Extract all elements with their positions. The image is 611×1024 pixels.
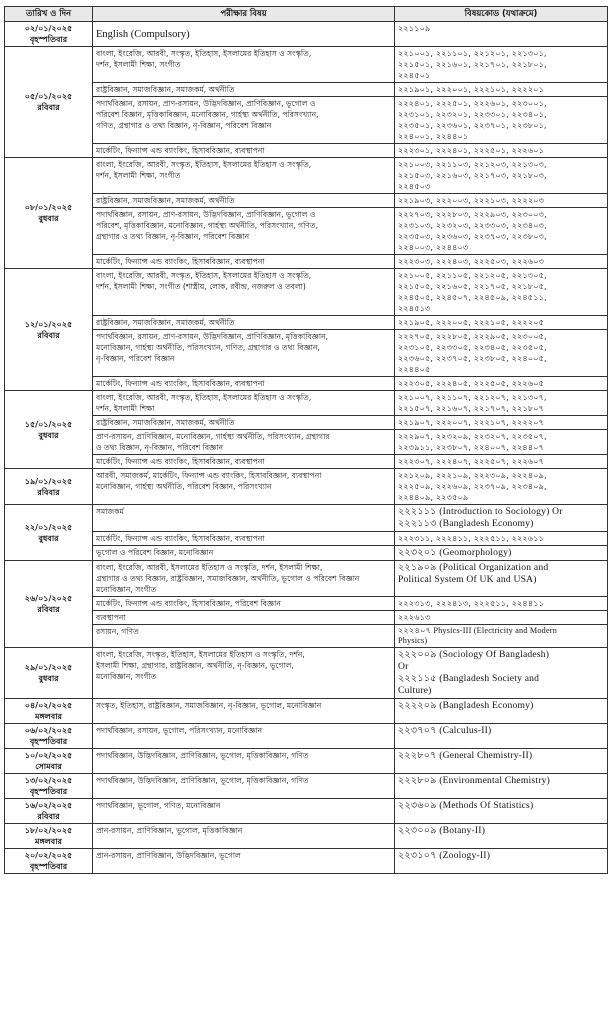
exam-date: ২৯/০১/২০২৫	[24, 663, 73, 672]
exam-date: ০৮/০১/২০২৫	[24, 203, 73, 212]
subject-code-line: ২২১৫০১, ২২১৬০১, ২২১৭০১, ২২১৮০১,	[398, 60, 547, 69]
exam-weekday: বুধবার	[38, 533, 59, 543]
subject-code-line: ২২২৩১৩, ২২২৪১৩, ২২২৫১১, ২২৪৪১১	[398, 599, 544, 608]
exam-date: ১০/০২/২০২৫	[24, 751, 73, 760]
exam-subjects-cell	[93, 255, 395, 269]
subject-line: রাষ্ট্রবিজ্ঞান, সমাজবিজ্ঞান, সমাজকর্ম, অর্থনীতি	[96, 85, 235, 94]
table-row	[5, 22, 608, 47]
subject-line: পদার্থবিজ্ঞান, রসায়ন, প্রাণ-রসায়ন, উদ্ভিদবিজ্ঞান, প্রাণিবিজ্ঞান, ভূগোল ও	[96, 99, 316, 108]
subject-line: গ্রন্থাগার ও তথ্য বিজ্ঞান, রাষ্ট্রবিজ্ঞান, সমাজবিজ্ঞান, অর্থনীতি, ভূগোল ও পরিবেশ বিজ্ঞান	[96, 574, 360, 583]
exam-subjects-cell	[93, 208, 395, 255]
subject-line: রাষ্ট্রবিজ্ঞান, সমাজবিজ্ঞান, সমাজকর্ম, অর্থনীতি	[96, 196, 235, 205]
subject-code-line: ২২২১১১ (Introduction to Sociology) Or	[398, 506, 563, 517]
subject-codes-cell	[395, 597, 608, 611]
subject-code-line: ২২২৮০৯ (Environmental Chemistry)	[398, 775, 550, 786]
table-row	[5, 455, 608, 469]
subject-codes-cell	[395, 648, 608, 699]
exam-date: ১৬/০২/২০২৫	[24, 801, 73, 810]
subject-line: পদার্থবিজ্ঞান, রসায়ন, প্রাণ-রসায়ন, উদ্ভিদবিজ্ঞান, প্রাণিবিজ্ঞান, ভূগোল ও	[96, 210, 316, 219]
subject-code-line: Physics)	[398, 636, 428, 645]
exam-weekday: সোমবার	[35, 762, 62, 771]
subject-codes-cell	[395, 83, 608, 97]
subject-line: ব্যবস্থাপনা	[96, 613, 126, 622]
subject-codes-cell	[395, 625, 608, 648]
subject-line: সংস্কৃত, ইতিহাস, রাষ্ট্রবিজ্ঞান, সমাজবিজ্ঞান, নৃ-বিজ্ঞান, ভূগোল, মনোবিজ্ঞান	[96, 701, 322, 710]
subject-code-line: ২২৪০০৩, ২২৪৪০৩	[398, 243, 469, 252]
exam-subjects-cell	[93, 97, 395, 144]
subject-code-line: ২২১১০৯	[398, 24, 431, 33]
table-header-row	[5, 7, 608, 22]
table-row	[5, 611, 608, 625]
table-row	[5, 47, 608, 83]
subject-code-line: ২২১৯০৯ (Political Organization and	[398, 562, 549, 573]
exam-subjects-cell	[93, 269, 395, 316]
subject-code-line: ২২১০০১, ২২১১০১, ২২১২০১, ২২১৩০১,	[398, 49, 547, 58]
subject-code-line: ২২৩১০৫, ২২৩৩০৫, ২২৩৪০৫, ২২৩৫০৫,	[398, 343, 547, 352]
exam-date-cell	[5, 724, 93, 749]
exam-date-cell	[5, 648, 93, 699]
table-row	[5, 194, 608, 208]
subject-codes-cell	[395, 505, 608, 532]
subject-codes-cell	[395, 269, 608, 316]
exam-date: ০৪/০২/২০২৫	[24, 701, 73, 710]
exam-subjects-cell	[93, 611, 395, 625]
exam-date-cell	[5, 849, 93, 874]
exam-subjects-cell	[93, 455, 395, 469]
subject-line: ভূগোল ও পরিবেশ বিজ্ঞান, মনোবিজ্ঞান	[96, 548, 214, 557]
subject-code-line: ২২৪০০১, ২২৪৪০১	[398, 132, 469, 141]
subject-line: প্রান-রসায়ন, প্রাণিবিজ্ঞান, উদ্ভিদবিজ্ঞান, ভূগোল	[96, 851, 241, 860]
subject-codes-cell	[395, 22, 608, 47]
subject-codes-cell	[395, 208, 608, 255]
exam-weekday: বুধবার	[38, 214, 59, 223]
subject-codes-cell	[395, 824, 608, 849]
exam-subjects-cell	[93, 316, 395, 330]
exam-weekday: মঙ্গলবার	[35, 837, 62, 846]
table-row	[5, 849, 608, 874]
exam-subjects-cell	[93, 469, 395, 505]
subject-code-line: ২২১০০৫, ২২১১০৫, ২২১২০৫, ২২১৩০৫,	[398, 271, 547, 280]
subject-code-line: ২২১০০৩, ২২১১০৩, ২২১২০৩, ২২১৩০৩,	[398, 160, 547, 169]
subject-codes-cell	[395, 546, 608, 561]
exam-subjects-cell	[93, 724, 395, 749]
exam-weekday: বৃহস্পতিবার	[29, 737, 68, 746]
subject-line: দর্শন, ইসলামী শিক্ষা	[96, 404, 155, 413]
subject-line: মার্কেটিং, ফিন্যান্স এন্ড ব্যাংকিং, হিসাববিজ্ঞান, ব্যবস্থাপনা	[96, 146, 265, 155]
subject-code-line: ২২২৩০৭, ২২২৪০৭, ২২২৫০৭, ২২২৬০৭	[398, 457, 545, 466]
subject-codes-cell	[395, 749, 608, 774]
exam-date-cell	[5, 505, 93, 561]
subject-code-line: ২২৩৭০৭ (Calculus-II)	[398, 725, 492, 736]
subject-line: মার্কেটিং, ফিন্যান্স এন্ড ব্যাংকিং, হিসাববিজ্ঞান, ব্যবস্থাপনা	[96, 257, 265, 266]
subject-code-line: ২২৩৬০৫, ২২৩৭০৫, ২২৩৮০৫, ২২৪০০৫,	[398, 354, 547, 363]
subject-line: মনোবিজ্ঞান, সংগীত	[96, 672, 157, 681]
subject-code-line: ২২৪৫০৫, ২২৪৫০৭, ২২৪৫০৯, ২২৪৫১১,	[398, 293, 547, 302]
subject-code-line: ২২২৩১১, ২২২৪১১, ২২২৫১১, ২২২৬১১	[398, 534, 544, 543]
subject-codes-cell	[395, 611, 608, 625]
table-row	[5, 330, 608, 377]
subject-code-line: ২২২৩০৫, ২২২৪০৫, ২২২৫০৫, ২২২৬০৫	[398, 379, 545, 388]
table-row	[5, 774, 608, 799]
subject-code-line: ২২২৯০৭, ২২৩২০৯, ২২৩২০৭, ২২৩৫০৭,	[398, 432, 547, 441]
exam-subjects-cell	[93, 532, 395, 546]
subject-line: পদার্থবিজ্ঞান, রসায়ন, ভূগোল, পরিসংখ্যান, মনোবিজ্ঞান	[96, 726, 263, 735]
table-row	[5, 799, 608, 824]
subject-code-line: Political System Of UK and USA)	[398, 574, 537, 585]
subject-code-line: ২২৩০০৯ (Botany-II)	[398, 825, 486, 836]
exam-weekday: রবিবার	[37, 103, 60, 112]
exam-date: ১৫/০১/২০২৫	[24, 419, 73, 429]
subject-code-line: Culture)	[398, 685, 432, 696]
exam-subjects-cell	[93, 47, 395, 83]
subject-codes-cell	[395, 194, 608, 208]
table-row	[5, 699, 608, 724]
subject-codes-cell	[395, 469, 608, 505]
table-row	[5, 391, 608, 416]
subject-line: মার্কেটিং, ফিন্যান্স এন্ড ব্যাংকিং, হিসাববিজ্ঞান, ব্যবস্থাপনা	[96, 379, 265, 388]
subject-line: মনোবিজ্ঞান, গার্হস্থ্য অর্থনীতি, পরিবেশ বিজ্ঞান, পরিসংখ্যান	[96, 482, 272, 491]
subject-codes-cell	[395, 316, 608, 330]
subject-line: বাংলা, ইংরেজি, আরবী, সংস্কৃত, ইতিহাস, ইসলামের ইতিহাস ও সংস্কৃতি,	[96, 393, 312, 402]
table-row	[5, 83, 608, 97]
exam-weekday: বুধবার	[38, 430, 59, 440]
exam-weekday: বৃহস্পতিবার	[29, 787, 68, 796]
subject-code-line: ২২১২০৯, ২২২১০৯, ২২২৩০৯, ২২২৪০৯,	[398, 471, 547, 480]
subject-codes-cell	[395, 699, 608, 724]
exam-date-cell	[5, 22, 93, 47]
exam-weekday: রবিবার	[37, 487, 60, 497]
exam-subjects-cell	[93, 699, 395, 724]
table-row	[5, 416, 608, 430]
exam-date-cell	[5, 47, 93, 158]
subject-codes-cell	[395, 97, 608, 144]
subject-line: বাংলা, ইংরেজি, আরবী, সংস্কৃত, ইতিহাস, ইসলামের ইতিহাস ও সংস্কৃতি,	[96, 49, 312, 58]
subject-code-line: ২২২৩০১, ২২২৪০১, ২২২৫০১, ২২২৬০১	[398, 146, 545, 155]
subject-code-line: ২২২৬১৩	[398, 613, 431, 622]
exam-date: ১৮/০২/২০২৫	[24, 826, 73, 835]
subject-code-line: ২২২১১৫ (Bangladesh Society and	[398, 673, 540, 684]
subject-codes-cell	[395, 158, 608, 194]
exam-date-cell	[5, 799, 93, 824]
exam-date-cell	[5, 158, 93, 269]
subject-code-line: ২২২৪০৭ Physics-III (Electricity and Modern	[398, 626, 558, 635]
table-row	[5, 144, 608, 158]
exam-date: ২৬/০১/২০২৫	[24, 594, 73, 603]
subject-code-line: ২২২৭০৩, ২২২৮০৩, ২২২৯০৩, ২২৩০০৩,	[398, 210, 547, 219]
subject-line: নৃ-বিজ্ঞান, পরিবেশ বিজ্ঞান	[96, 354, 175, 363]
subject-line: বাংলা, ইংরেজি, সংস্কৃত, ইতিহাস, ইসলামের ইতিহাস ও সংস্কৃতি, দর্শন,	[96, 650, 305, 659]
subject-code-line: ২২২৩০৩, ২২২৪০৩, ২২২৫০৩, ২২২৬০৩	[398, 257, 545, 266]
table-row	[5, 724, 608, 749]
subject-code-line: ২২২২০৯ (Bangladesh Economy)	[398, 700, 534, 711]
subject-line: মার্কেটিং, ফিন্যান্স এন্ড ব্যাংকিং, হিসাববিজ্ঞান, ব্যবস্থাপনা	[96, 457, 265, 466]
table-row	[5, 255, 608, 269]
code-column-header: বিষয়কোড (যথাক্রমে)	[395, 7, 608, 22]
exam-date-cell	[5, 269, 93, 391]
exam-routine-body	[5, 22, 608, 874]
table-row	[5, 561, 608, 597]
exam-weekday: বৃহস্পতিবার	[29, 862, 68, 871]
exam-date-cell	[5, 774, 93, 799]
exam-subjects-cell	[93, 625, 395, 648]
exam-date: ০৫/০১/২০২৫	[24, 92, 73, 101]
subject-line: দর্শন, ইসলামী শিক্ষা, সংগীত (শাস্ত্রীয়, লোক, রবীন্দ্র, নজরুল ও তবলা)	[96, 282, 306, 291]
exam-weekday: বৃহস্পতিবার	[29, 35, 68, 44]
table-row	[5, 430, 608, 455]
subject-code-line: ২২২৮০৭ (General Chemistry-II)	[398, 750, 533, 761]
exam-subjects-cell	[93, 824, 395, 849]
subject-line: মনোবিজ্ঞান, সংগীত	[96, 585, 157, 594]
subject-line: ও তথ্য বিজ্ঞান, নৃ-বিজ্ঞান, পরিবেশ বিজ্ঞান	[96, 443, 224, 452]
exam-routine-table	[4, 6, 608, 874]
subject-code-line: ২২৩১০৭ (Zoology-II)	[398, 850, 491, 861]
subject-code-line: ২২১৯০১, ২২২০০১, ২২২১০১, ২২২২০১	[398, 85, 545, 94]
date-column-header: তারিখ ও দিন	[5, 7, 93, 22]
subject-line: প্রাণ-রসায়ন, প্রাণিবিজ্ঞান, মনোবিজ্ঞান, গার্হস্থ্য অর্থনীতি, পরিসংখ্যান, গ্রন্থাগার	[96, 432, 330, 441]
table-row	[5, 546, 608, 561]
table-row	[5, 469, 608, 505]
subject-line: দর্শন, ইসলামী শিক্ষা, সংগীত	[96, 171, 181, 180]
subject-line: পরিবেশ বিজ্ঞান, মৃত্তিকাবিজ্ঞান, মনোবিজ্ঞান, গার্হস্থ্য অর্থনীতি, পরিসংখ্যান,	[96, 110, 319, 119]
subject-code-line: ২২৪৫১৩	[398, 304, 431, 313]
subject-codes-cell	[395, 774, 608, 799]
subject-line: মার্কেটিং, ফিন্যান্স এন্ড ব্যাংকিং, হিসাববিজ্ঞান, ব্যবস্থাপনা	[96, 534, 265, 543]
subject-code-line: ২২২০০৯ (Sociology Of Bangladesh)	[398, 649, 550, 660]
table-row	[5, 158, 608, 194]
table-row	[5, 625, 608, 648]
table-row	[5, 505, 608, 532]
subject-code-line: ২২১০০৭, ২২১১০৭, ২২১২০৭, ২২১৩০৭,	[398, 393, 547, 402]
exam-weekday: রবিবার	[37, 812, 60, 821]
subject-line: গ্রন্থাগার ও তথ্য বিজ্ঞান, নৃ-বিজ্ঞান, পরিবেশ বিজ্ঞান	[96, 232, 250, 241]
exam-date-cell	[5, 824, 93, 849]
table-row	[5, 648, 608, 699]
exam-subjects-cell	[93, 377, 395, 391]
subject-column-header: পরীক্ষার বিষয়	[93, 7, 395, 22]
exam-subjects-cell	[93, 505, 395, 532]
exam-date: ১২/০১/২০২৫	[24, 319, 73, 329]
subject-code-line: ২২৩৬০৯ (Methods Of Statistics)	[398, 800, 534, 811]
subject-code-line: ২২২১১৩ (Bangladesh Economy)	[398, 518, 534, 529]
subject-line: পদার্থবিজ্ঞান, উদ্ভিদবিজ্ঞান, প্রাণিবিজ্ঞান, ভূগোল, মৃত্তিকাবিজ্ঞান, গণিত	[96, 776, 309, 785]
exam-subjects-cell	[93, 749, 395, 774]
subject-codes-cell	[395, 849, 608, 874]
subject-codes-cell	[395, 724, 608, 749]
exam-date: ১৩/০২/২০২৫	[24, 776, 73, 785]
exam-weekday: বুধবার	[38, 674, 59, 683]
subject-line: প্রান-রসায়ন, প্রাণিবিজ্ঞান, ভূগোল, মৃত্তিকাবিজ্ঞান	[96, 826, 243, 835]
exam-date-cell	[5, 561, 93, 648]
exam-date: ২২/০১/২০২৫	[24, 522, 73, 532]
exam-subjects-cell	[93, 546, 395, 561]
subject-line: পদার্থবিজ্ঞান, ভূগোল, গণিত, মনোবিজ্ঞান	[96, 801, 221, 810]
table-row	[5, 269, 608, 316]
subject-line: মার্কেটিং, ফিন্যান্স এন্ড ব্যাংকিং, হিসাববিজ্ঞান, পরিবেশ বিজ্ঞান	[96, 599, 281, 608]
subject-codes-cell	[395, 455, 608, 469]
exam-subjects-cell	[93, 83, 395, 97]
subject-codes-cell	[395, 330, 608, 377]
subject-codes-cell	[395, 47, 608, 83]
subject-code-line: ২২৪৫০৩	[398, 182, 431, 191]
exam-subjects-cell	[93, 799, 395, 824]
exam-subjects-cell	[93, 22, 395, 47]
subject-code-line: ২২৩৯১১, ২২৩৮০৭, ২২৪০০৭, ২২৪৪০৭	[398, 443, 545, 452]
exam-subjects-cell	[93, 158, 395, 194]
subject-code-line: ২২১৯০৭, ২২২০০৭, ২২২১০৭, ২২২২০৭	[398, 418, 545, 427]
exam-date: ২০/০২/২০২৫	[24, 851, 73, 860]
exam-date: ১৯/০১/২০২৫	[24, 476, 73, 486]
table-row	[5, 97, 608, 144]
exam-weekday: রবিবার	[37, 605, 60, 614]
subject-codes-cell	[395, 799, 608, 824]
subject-code-line: ২২৪৪০৫	[398, 365, 431, 374]
exam-date: ০৬/০২/২০২৫	[24, 726, 73, 735]
subject-code-line: ২২১৯০৫, ২২২০০৫, ২২২১০৫, ২২২২০৫	[398, 318, 545, 327]
exam-date-cell	[5, 749, 93, 774]
exam-subjects-cell	[93, 330, 395, 377]
subject-line: মনোবিজ্ঞান, গার্হস্থ্য অর্থনীতি, পরিসংখ্যান, গণিত, গ্রন্থাগার ও তথ্য বিজ্ঞান,	[96, 343, 320, 352]
table-row	[5, 749, 608, 774]
subject-codes-cell	[395, 144, 608, 158]
subject-code-line: ২২৩১০৩, ২২৩২০৩, ২২৩৩০৩, ২২৩৪০৩,	[398, 221, 547, 230]
subject-code-line: ২২২৭০৫, ২২২৮০৫, ২২২৯০৫, ২২৩০০৫,	[398, 332, 547, 341]
subject-code-line: ২২১৯০৩, ২২২০০৩, ২২২১০৩, ২২২২০৩	[398, 196, 545, 205]
subject-codes-cell	[395, 391, 608, 416]
exam-subjects-cell	[93, 430, 395, 455]
subject-line: পরিবেশ, মৃত্তিকাবিজ্ঞান, মনোবিজ্ঞান, গার্হস্থ্য অর্থনীতি, পরিসংখ্যান, গণিত,	[96, 221, 318, 230]
exam-date-cell	[5, 699, 93, 724]
subject-codes-cell	[395, 532, 608, 546]
subject-codes-cell	[395, 430, 608, 455]
subject-line: ইসলামী শিক্ষা, গ্রন্থাগার, রাষ্ট্রবিজ্ঞান, অর্থনীতি, নৃ-বিজ্ঞান, ভূগোল,	[96, 661, 294, 670]
subject-code-line: ২২২৪০১, ২২২৫০১, ২২২৬০১, ২২৩০০১,	[398, 99, 547, 108]
subject-line: রাষ্ট্রবিজ্ঞান, সমাজবিজ্ঞান, সমাজকর্ম, অর্থনীতি	[96, 318, 235, 327]
subject-line: বাংলা, ইংরেজি, আরবী, ইসলামের ইতিহাস ও সংস্কৃতি, দর্শন, ইসলামী শিক্ষা,	[96, 563, 323, 572]
table-row	[5, 532, 608, 546]
exam-subjects-cell	[93, 416, 395, 430]
subject-codes-cell	[395, 561, 608, 597]
subject-line: পদার্থবিজ্ঞান, রসায়ন, প্রাণ-রসায়ন, উদ্ভিদবিজ্ঞান, প্রাণিবিজ্ঞান, মৃত্তিকাবিজ্ঞান,	[96, 332, 329, 341]
exam-subjects-cell	[93, 391, 395, 416]
table-row	[5, 597, 608, 611]
subject-line: গণিত, গ্রন্থাগার ও তথ্য বিজ্ঞান, নৃ-বিজ্ঞান, পরিবেশ বিজ্ঞান	[96, 121, 272, 130]
exam-subjects-cell	[93, 144, 395, 158]
subject-codes-cell	[395, 255, 608, 269]
subject-line: রসায়ন, গণিত	[96, 627, 139, 636]
exam-date-cell	[5, 469, 93, 505]
subject-codes-cell	[395, 377, 608, 391]
exam-date-cell	[5, 391, 93, 469]
subject-line: বাংলা, ইংরেজি, আরবী, সংস্কৃত, ইতিহাস, ইসলামের ইতিহাস ও সংস্কৃতি,	[96, 271, 312, 280]
exam-date: ০২/০১/২০২৫	[24, 24, 73, 33]
exam-subjects-cell	[93, 774, 395, 799]
subject-code-line: ২২৩৫০১, ২২৩৬০১, ২২৩৭০১, ২২৩৮০১,	[398, 121, 547, 130]
exam-weekday: মঙ্গলবার	[35, 712, 62, 721]
subject-line: রাষ্ট্রবিজ্ঞান, সমাজবিজ্ঞান, সমাজকর্ম, অর্থনীতি	[96, 418, 235, 427]
subject-code-line: ২২২৫০৯, ২২২৬০৯, ২২৩৭০৯, ২২৩৪০৯,	[398, 482, 547, 491]
subject-line: পদার্থবিজ্ঞান, উদ্ভিদবিজ্ঞান, প্রাণিবিজ্ঞান, ভূগোল, মৃত্তিকাবিজ্ঞান, গণিত	[96, 751, 309, 760]
subject-code-line: ২২৪৪০৯, ২২৩৫০৯	[398, 493, 469, 502]
subject-code-line: ২২৩২০১ (Geomorphology)	[398, 547, 512, 558]
subject-line: সমাজকর্ম	[96, 507, 124, 516]
subject-codes-cell	[395, 416, 608, 430]
table-row	[5, 208, 608, 255]
exam-subjects-cell	[93, 561, 395, 597]
table-row	[5, 316, 608, 330]
exam-subjects-cell	[93, 648, 395, 699]
subject-code-line: ২২১৫০৫, ২২১৬০৫, ২২১৭০৫, ২২১৮০৫,	[398, 282, 547, 291]
table-row	[5, 824, 608, 849]
subject-code-line: ২২১৫০৩, ২২১৬০৩, ২২১৭০৩, ২২১৮০৩,	[398, 171, 547, 180]
subject-line: দর্শন, ইসলামী শিক্ষা, সংগীত	[96, 60, 181, 69]
exam-subjects-cell	[93, 849, 395, 874]
subject-line: আরবী, সমাজকর্ম, মার্কেটিং, ফিন্যান্স এন্ড ব্যাংকিং, হিসাববিজ্ঞান, ব্যবস্থাপনা	[96, 471, 322, 480]
subject-line: বাংলা, ইংরেজি, আরবী, সংস্কৃত, ইতিহাস, ইসলামের ইতিহাস ও সংস্কৃতি,	[96, 160, 312, 169]
subject-line: English (Compulsory)	[96, 28, 190, 40]
subject-code-line: ২২৩১০১, ২২৩২০১, ২২৩৩০১, ২২৩৪০১,	[398, 110, 547, 119]
table-row	[5, 377, 608, 391]
subject-code-line: ২২৩৫০৩, ২২৩৬০৩, ২২৩৭০৩, ২২৩৮০৩,	[398, 232, 547, 241]
exam-weekday: রবিবার	[37, 330, 60, 340]
subject-code-line: ২২১৫০৭, ২২১৬০৭, ২২১৭০৭, ২২১৮০৭	[398, 404, 545, 413]
exam-subjects-cell	[93, 194, 395, 208]
subject-code-line: Or	[398, 661, 409, 672]
subject-code-line: ২২৪৫০১	[398, 71, 431, 80]
exam-subjects-cell	[93, 597, 395, 611]
